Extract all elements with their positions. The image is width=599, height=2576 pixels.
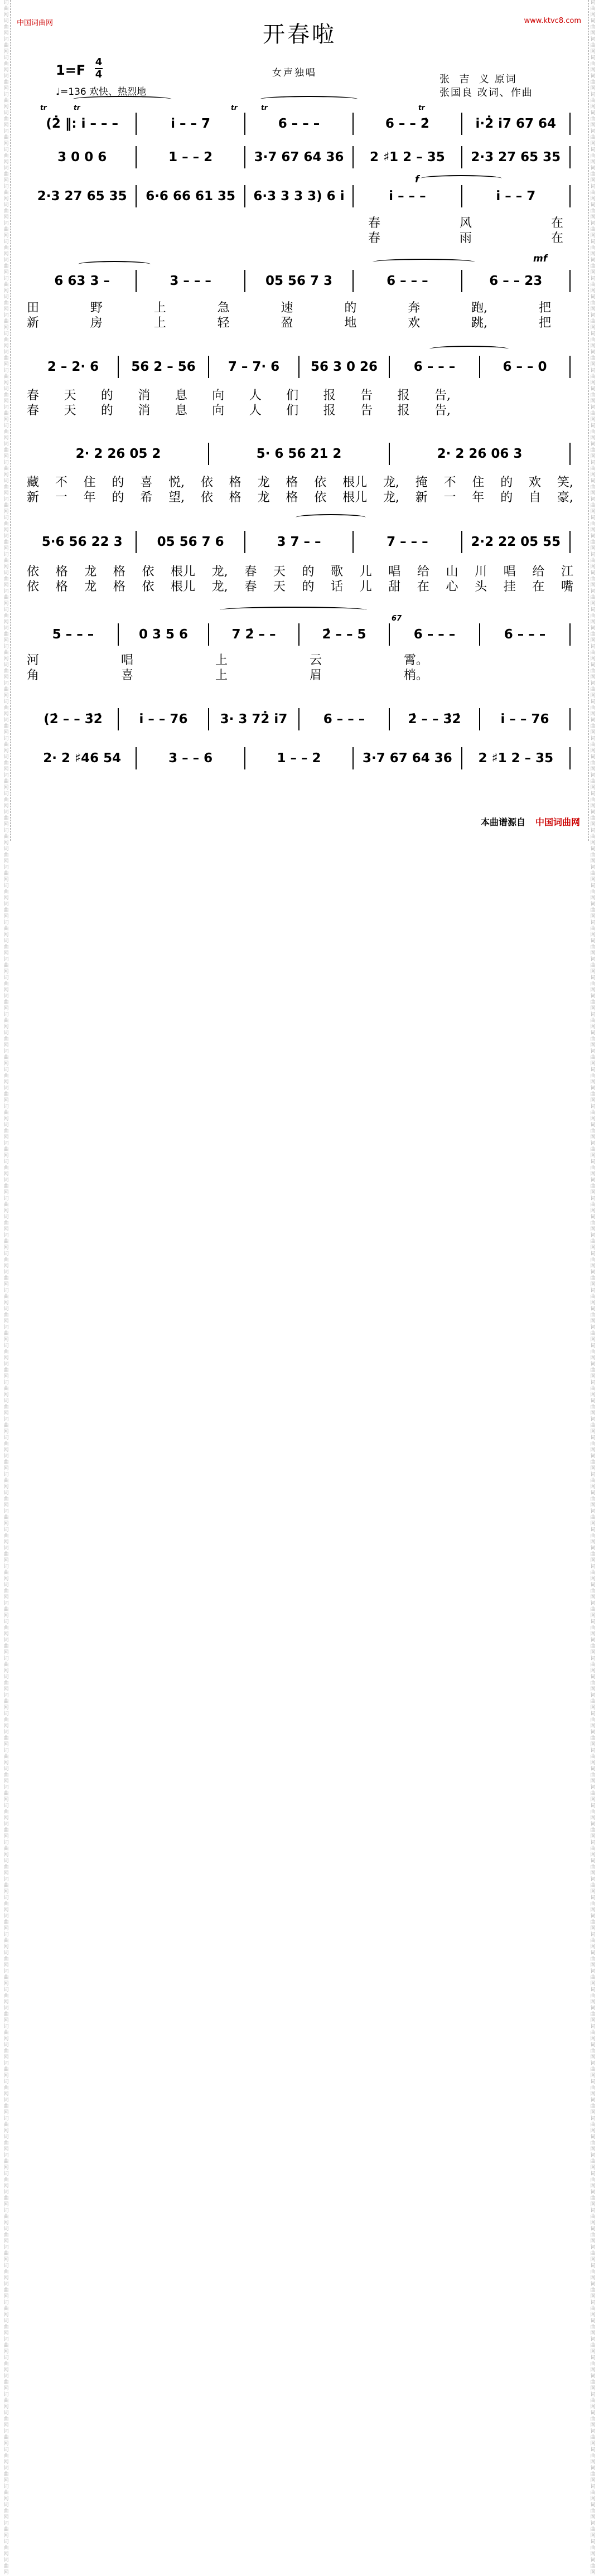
lyric: 在 <box>532 580 545 594</box>
measure: 2· 2 26 06 3 <box>437 447 523 461</box>
barline <box>352 270 354 292</box>
barline <box>352 146 354 168</box>
lyric: 轻 <box>217 316 230 330</box>
lyric: 不 <box>443 476 456 490</box>
barline <box>461 146 462 168</box>
barline <box>479 708 480 730</box>
lyric: 春 <box>368 216 381 230</box>
barline <box>569 185 571 207</box>
barline <box>461 747 462 769</box>
lyric: 的 <box>500 476 513 490</box>
trill-mark: tr <box>418 104 425 112</box>
lyric: 消 <box>138 389 151 403</box>
lyric: 依 <box>314 491 327 505</box>
lyric: 欢 <box>408 316 421 330</box>
slur <box>260 96 358 103</box>
measure: i̇ – – 76 <box>139 712 188 727</box>
measure: 6 63 3 – <box>54 274 110 288</box>
measure: 2 – 2· 6 <box>47 360 99 374</box>
lyrics-row <box>368 229 563 243</box>
lyric: 春 <box>244 565 257 579</box>
lyric: 的 <box>344 301 357 315</box>
lyric: 江 <box>561 565 573 579</box>
measure: 56 2 – 56 <box>131 360 196 374</box>
lyric: 年 <box>83 491 96 505</box>
measure: i̇ – – 7 <box>496 189 536 204</box>
lyrics-row <box>27 386 451 403</box>
measure: 3·7 67 64 36 <box>362 751 452 766</box>
lyric: 新 <box>27 316 40 330</box>
lyric: 年 <box>472 491 485 505</box>
barline <box>352 185 354 207</box>
lyric: 春 <box>27 404 40 418</box>
lyric: 的 <box>112 491 124 505</box>
notation-system <box>28 442 570 466</box>
site-name: 中国词曲网 <box>17 19 54 27</box>
lyric: 云 <box>309 653 322 667</box>
lyric: 霄。 <box>403 653 428 667</box>
footer-brand: 中国词曲网 <box>535 817 580 827</box>
barline <box>352 531 354 553</box>
lyrics-row <box>27 488 573 505</box>
measure: 3·7 67 64 36 <box>254 150 344 164</box>
lyric: 依 <box>27 565 40 579</box>
measure: i̇ – – 7 <box>171 117 211 131</box>
measure: 3 – – 6 <box>168 751 213 766</box>
lyric: 歌 <box>331 565 344 579</box>
lyrics-row <box>27 651 428 665</box>
lyric: 根儿 <box>342 491 368 505</box>
barline <box>389 708 390 730</box>
lyric: 唱 <box>503 565 516 579</box>
lyric: 藏 <box>27 476 40 490</box>
lyric: 梢。 <box>403 669 428 682</box>
notation-system <box>28 269 570 293</box>
slur <box>421 175 502 182</box>
barline <box>208 708 209 730</box>
notation-system <box>28 707 570 732</box>
lyric: 依 <box>200 476 213 490</box>
lyric: 上 <box>153 316 166 330</box>
barline <box>352 113 354 135</box>
lyric: 山 <box>446 565 458 579</box>
lyric: 们 <box>286 389 299 403</box>
barline <box>136 146 137 168</box>
barline <box>118 356 119 378</box>
lyric: 龙, <box>383 476 399 490</box>
barline <box>298 708 300 730</box>
barline <box>136 531 137 553</box>
right-border: 词曲网 词曲网 词曲网 词曲网 词曲网 词曲网 词曲网 词曲网 词曲网 词曲网 词曲网 词曲网 词曲网 词曲网 词曲网 词曲网 词曲网 词曲网 词曲网 词曲网 词曲网 词曲网 词曲网 词曲网 词曲网 词曲网 词曲网 词曲网 词曲网 词曲网 词曲网 词曲网 词曲网 词曲网 词曲网 词曲网 词曲网 词曲网 词曲网 词曲网 词曲网 词曲网 词曲网 词曲网 词曲网 词曲网 词曲网 词曲网 词曲网 词曲网 词曲网 词曲网 词曲网 词曲网 词曲网 词曲网 词曲网 词曲网 词曲网 词曲网 词曲网 词曲网 词曲网 词曲网 词曲网 词曲网 词曲网 词曲网 词曲网 词曲网 词曲网 词曲网 词曲网 词曲网 词曲网 词曲网 词曲网 词曲网 词曲网 词曲网 词曲网 词曲网 词曲网 词曲网 词曲网 词曲网 词曲网 词曲网 词曲网 词曲网 词曲网 词曲网 词曲网 词曲网 词曲网 词曲网 词曲网 词曲网 词曲网 词曲网 词曲网 词曲网 词曲网 词曲网 词曲网 词曲网 词曲网 词曲网 词曲网 词曲网 词曲网 词曲网 词曲网 词曲网 词曲网 词曲网 词曲网 词曲网 词曲网 词曲网 词曲网 词曲网 词曲网 词曲网 词曲网 词曲网 词曲网 词曲网 词曲网 词曲网 词曲网 词曲网 词曲网 词曲网 词曲网 词曲网 词曲网 词曲网 词曲网 词曲网 <box>588 0 597 841</box>
slur <box>373 259 475 265</box>
lyric: 新 <box>415 491 428 505</box>
lyricist-credit: 张 吉 义 原词 <box>439 74 517 85</box>
trill-mark: tr <box>261 104 268 112</box>
lyric: 上 <box>153 301 166 315</box>
lyrics-row <box>27 313 551 328</box>
measure: 6·3 3 3 3) 6 i̇ <box>253 189 345 204</box>
lyric: 春 <box>27 389 40 403</box>
lyric: 把 <box>538 301 551 315</box>
barline <box>208 443 209 465</box>
lyric: 欢 <box>529 476 542 490</box>
barline <box>118 623 119 646</box>
lyric: 喜 <box>140 476 153 490</box>
lyric: 依 <box>27 580 40 594</box>
barline <box>461 270 462 292</box>
lyric: 住 <box>472 476 485 490</box>
barline <box>569 270 571 292</box>
lyric: 春 <box>368 231 381 245</box>
lyric: 人 <box>249 404 262 418</box>
lyric: 心 <box>446 580 458 594</box>
lyric: 给 <box>417 565 429 579</box>
lyric: 在 <box>550 216 563 230</box>
time-signature <box>95 57 103 80</box>
lyric: 唱 <box>120 653 133 667</box>
left-border: 词曲网 词曲网 词曲网 词曲网 词曲网 词曲网 词曲网 词曲网 词曲网 词曲网 词曲网 词曲网 词曲网 词曲网 词曲网 词曲网 词曲网 词曲网 词曲网 词曲网 词曲网 词曲网 词曲网 词曲网 词曲网 词曲网 词曲网 词曲网 词曲网 词曲网 词曲网 词曲网 词曲网 词曲网 词曲网 词曲网 词曲网 词曲网 词曲网 词曲网 词曲网 词曲网 词曲网 词曲网 词曲网 词曲网 词曲网 词曲网 词曲网 词曲网 词曲网 词曲网 词曲网 词曲网 词曲网 词曲网 词曲网 词曲网 词曲网 词曲网 词曲网 词曲网 词曲网 词曲网 词曲网 词曲网 词曲网 词曲网 词曲网 词曲网 词曲网 词曲网 词曲网 词曲网 词曲网 词曲网 词曲网 词曲网 词曲网 词曲网 词曲网 词曲网 词曲网 词曲网 词曲网 词曲网 词曲网 词曲网 词曲网 词曲网 词曲网 词曲网 词曲网 词曲网 词曲网 词曲网 词曲网 词曲网 词曲网 词曲网 词曲网 词曲网 词曲网 词曲网 词曲网 词曲网 词曲网 词曲网 词曲网 词曲网 词曲网 词曲网 词曲网 词曲网 词曲网 词曲网 词曲网 词曲网 词曲网 词曲网 词曲网 词曲网 词曲网 词曲网 词曲网 词曲网 词曲网 词曲网 词曲网 词曲网 词曲网 词曲网 词曲网 词曲网 词曲网 词曲网 词曲网 词曲网 词曲网 词曲网 <box>2 0 11 841</box>
barline <box>569 146 571 168</box>
lyric: 住 <box>83 476 96 490</box>
lyric: 息 <box>175 404 187 418</box>
lyric: 格 <box>55 580 68 594</box>
lyric: 头 <box>475 580 487 594</box>
dynamic-mf: mf <box>533 253 548 264</box>
measure: 2̇ – – 5 <box>322 627 366 642</box>
barline <box>569 623 571 646</box>
barline <box>479 623 480 646</box>
dynamic-f: f <box>415 174 419 185</box>
lyrics-row <box>27 473 573 490</box>
lyric: 报 <box>323 389 336 403</box>
lyric: 给 <box>532 565 545 579</box>
lyric: 悦, <box>168 476 185 490</box>
lyric: 唱 <box>388 565 401 579</box>
measure: 3 7 – – <box>277 535 321 549</box>
lyric: 的 <box>302 580 315 594</box>
barline <box>136 270 137 292</box>
lyric: 挂 <box>503 580 516 594</box>
key-signature: 1=F <box>56 62 86 78</box>
barline <box>569 708 571 730</box>
measure: 6 – – – <box>387 274 428 288</box>
barline <box>136 113 137 135</box>
lyrics-row <box>27 562 573 577</box>
lyric: 地 <box>344 316 357 330</box>
lyric: 龙 <box>257 491 270 505</box>
lyric: 根儿 <box>171 565 196 579</box>
measure: 6 – – – <box>323 712 365 727</box>
lyric: 们 <box>286 404 299 418</box>
lyric: 豪, <box>557 491 573 505</box>
grace-notes: 67 <box>392 614 402 623</box>
measure: 6·6 66 61 35 <box>146 189 235 204</box>
measure: 7 – 7· 6 <box>228 360 280 374</box>
slur <box>296 514 366 521</box>
lyric: 自 <box>529 491 542 505</box>
tempo-marking: ♩=136 欢快、热烈地 <box>56 86 147 98</box>
slur <box>429 346 509 352</box>
footer <box>481 815 580 828</box>
lyric: 格 <box>55 565 68 579</box>
measure: 56 3 0 26 <box>310 360 378 374</box>
measure: 6 – – 2̇ <box>385 117 429 131</box>
measure: 1 – – 2 <box>277 751 321 766</box>
lyric: 天 <box>64 404 76 418</box>
lyric: 根儿 <box>171 580 196 594</box>
barline <box>389 623 390 646</box>
lyric: 的 <box>500 491 513 505</box>
lyrics-row <box>27 298 551 313</box>
lyric: 的 <box>302 565 315 579</box>
notation-system <box>28 530 570 554</box>
lyric: 川 <box>475 565 487 579</box>
measure: 3· 3 72̇ i̇7 <box>220 712 288 727</box>
lyric: 依 <box>142 565 154 579</box>
performance-note: 女声独唱 <box>272 67 317 79</box>
measure: 0 3 5 6 <box>138 627 189 642</box>
measure: (2̇ ‖: i̇ – – – <box>46 117 119 131</box>
measure: 05 56 7 3 <box>265 274 333 288</box>
lyric: 龙, <box>383 491 399 505</box>
barline <box>479 356 480 378</box>
footer-source: 本曲谱源自 <box>480 817 525 827</box>
lyric: 不 <box>55 476 67 490</box>
lyric: 消 <box>138 404 151 418</box>
lyric: 嘴 <box>561 580 573 594</box>
lyric: 把 <box>538 316 551 330</box>
lyrics-row <box>27 666 428 680</box>
measure: 2·3 27 65 35 <box>471 150 561 164</box>
measure: 1 – – 2 <box>168 150 213 164</box>
slur <box>78 261 151 268</box>
lyric: 龙, <box>211 565 228 579</box>
lyric: 角 <box>27 669 40 682</box>
lyric: 向 <box>212 389 225 403</box>
meter-top: 4 <box>95 56 103 68</box>
lyric: 在 <box>550 231 563 245</box>
notation-system <box>28 355 570 379</box>
trill-mark: tr <box>231 104 238 112</box>
barline <box>244 113 245 135</box>
measure: 7 – – – <box>387 535 428 549</box>
notation-system <box>28 622 570 647</box>
barline <box>461 113 462 135</box>
lyric: 新 <box>27 491 40 505</box>
measure: 3 – – – <box>170 274 211 288</box>
lyric: 告 <box>360 389 373 403</box>
lyric: 儿 <box>359 580 372 594</box>
barline <box>244 747 245 769</box>
slur <box>73 96 172 103</box>
lyric: 在 <box>417 580 429 594</box>
lyric: 奔 <box>408 301 421 315</box>
barline <box>244 531 245 553</box>
barline <box>244 270 245 292</box>
lyric: 格 <box>113 565 125 579</box>
notation-system <box>28 746 570 771</box>
barline <box>298 356 300 378</box>
barline <box>298 623 300 646</box>
lyric: 龙 <box>257 476 270 490</box>
barline <box>389 356 390 378</box>
measure: 6 – – – <box>413 360 456 374</box>
barline <box>136 185 137 207</box>
measure: 3 0 0 6 <box>57 150 107 164</box>
lyric: 龙 <box>84 580 97 594</box>
trill-mark: tr <box>40 104 47 112</box>
lyric: 房 <box>90 316 103 330</box>
lyric: 甜 <box>388 580 401 594</box>
lyric: 告, <box>434 404 451 418</box>
barline <box>208 356 209 378</box>
lyric: 急 <box>217 301 230 315</box>
lyrics-row <box>27 577 573 592</box>
barline <box>208 623 209 646</box>
lyric: 喜 <box>120 669 133 682</box>
lyric: 天 <box>64 389 76 403</box>
measure: 2·3 27 65 35 <box>37 189 127 204</box>
barline <box>352 747 354 769</box>
lyric: 人 <box>249 389 262 403</box>
barline <box>569 747 571 769</box>
lyric: 天 <box>273 565 286 579</box>
lyric: 跳, <box>471 316 488 330</box>
lyric: 依 <box>314 476 327 490</box>
lyric: 格 <box>286 476 298 490</box>
measure: 2·2 22 05 55 <box>471 535 561 549</box>
lyric: 一 <box>443 491 456 505</box>
lyric: 报 <box>397 404 410 418</box>
lyric: 眉 <box>309 669 322 682</box>
notation-system <box>28 145 570 170</box>
lyric: 风 <box>459 216 472 230</box>
lyric: 格 <box>229 476 241 490</box>
measure: 6 – – 23 <box>489 274 543 288</box>
measure: 2 ♯1 2 – 35 <box>370 150 445 164</box>
barline <box>244 146 245 168</box>
lyric: 希 <box>140 491 153 505</box>
lyric: 向 <box>212 404 225 418</box>
lyric: 上 <box>215 669 228 682</box>
lyric: 龙, <box>211 580 228 594</box>
lyric: 望, <box>168 491 185 505</box>
barline <box>569 531 571 553</box>
lyric: 速 <box>281 301 293 315</box>
lyric: 依 <box>142 580 154 594</box>
lyric: 依 <box>200 491 213 505</box>
measure: i̇ – – – <box>389 189 426 204</box>
lyric: 格 <box>286 491 298 505</box>
lyric: 盈 <box>281 316 293 330</box>
measure: 2̇ – – 3̇2̇ <box>408 712 461 727</box>
lyric: 笑, <box>557 476 573 490</box>
measure: 6 – – – <box>413 627 456 642</box>
barline <box>118 708 119 730</box>
measure: 6 – – – <box>504 627 546 642</box>
measure: 6 – – 0 <box>503 360 547 374</box>
lyric: 天 <box>273 580 286 594</box>
lyric: 告, <box>434 389 451 403</box>
measure: 7 2̇ – – <box>231 627 276 642</box>
lyric: 田 <box>27 301 40 315</box>
barline <box>461 185 462 207</box>
measure: 5· 6 56 21 2 <box>256 447 342 461</box>
measure: 2· 2 26 05 2 <box>75 447 161 461</box>
lyric: 一 <box>55 491 67 505</box>
measure: 5·6 56 22 3 <box>41 535 123 549</box>
lyric: 的 <box>100 404 113 418</box>
lyric: 掩 <box>415 476 428 490</box>
lyric: 的 <box>100 389 113 403</box>
measure: 05 56 7 6 <box>157 535 224 549</box>
barline <box>569 113 571 135</box>
lyric: 跑, <box>471 301 488 315</box>
lyric: 格 <box>229 491 241 505</box>
lyrics-row <box>368 214 563 228</box>
song-title: 开春啦 <box>263 22 336 47</box>
lyric: 春 <box>244 580 257 594</box>
measure: i̇ – – 76 <box>500 712 549 727</box>
slur <box>220 607 367 613</box>
barline <box>136 747 137 769</box>
barline <box>569 443 571 465</box>
measure: (2̇ – – 3̇2̇ <box>44 712 103 727</box>
composer-credit: 张国良 改词、作曲 <box>439 87 533 99</box>
site-url: www.ktvc8.com <box>524 17 581 25</box>
barline <box>569 356 571 378</box>
lyric: 息 <box>175 389 187 403</box>
lyric: 根儿 <box>342 476 368 490</box>
lyric: 儿 <box>359 565 372 579</box>
trill-mark: tr <box>74 104 80 112</box>
lyric: 上 <box>215 653 228 667</box>
lyric: 格 <box>113 580 125 594</box>
measure: 2 ♯1 2 – 35 <box>478 751 554 766</box>
notation-system <box>28 184 570 209</box>
measure: 5 – – – <box>52 627 94 642</box>
measure: 6 – – – <box>278 117 320 131</box>
barline <box>244 185 245 207</box>
barline <box>389 443 390 465</box>
meter-bottom: 4 <box>95 69 103 80</box>
lyrics-row <box>27 401 451 418</box>
lyric: 雨 <box>459 231 472 245</box>
lyric: 龙 <box>84 565 97 579</box>
lyric: 告 <box>360 404 373 418</box>
lyric: 话 <box>331 580 344 594</box>
notation-system <box>28 112 570 136</box>
lyric: 报 <box>397 389 410 403</box>
barline <box>461 531 462 553</box>
measure: i̇·2̇ i̇7 67 64 <box>475 117 557 131</box>
lyric: 报 <box>323 404 336 418</box>
lyric: 野 <box>90 301 103 315</box>
lyric: 的 <box>112 476 124 490</box>
measure: 2· 2 ♯46 54 <box>43 751 122 766</box>
lyric: 河 <box>27 653 40 667</box>
